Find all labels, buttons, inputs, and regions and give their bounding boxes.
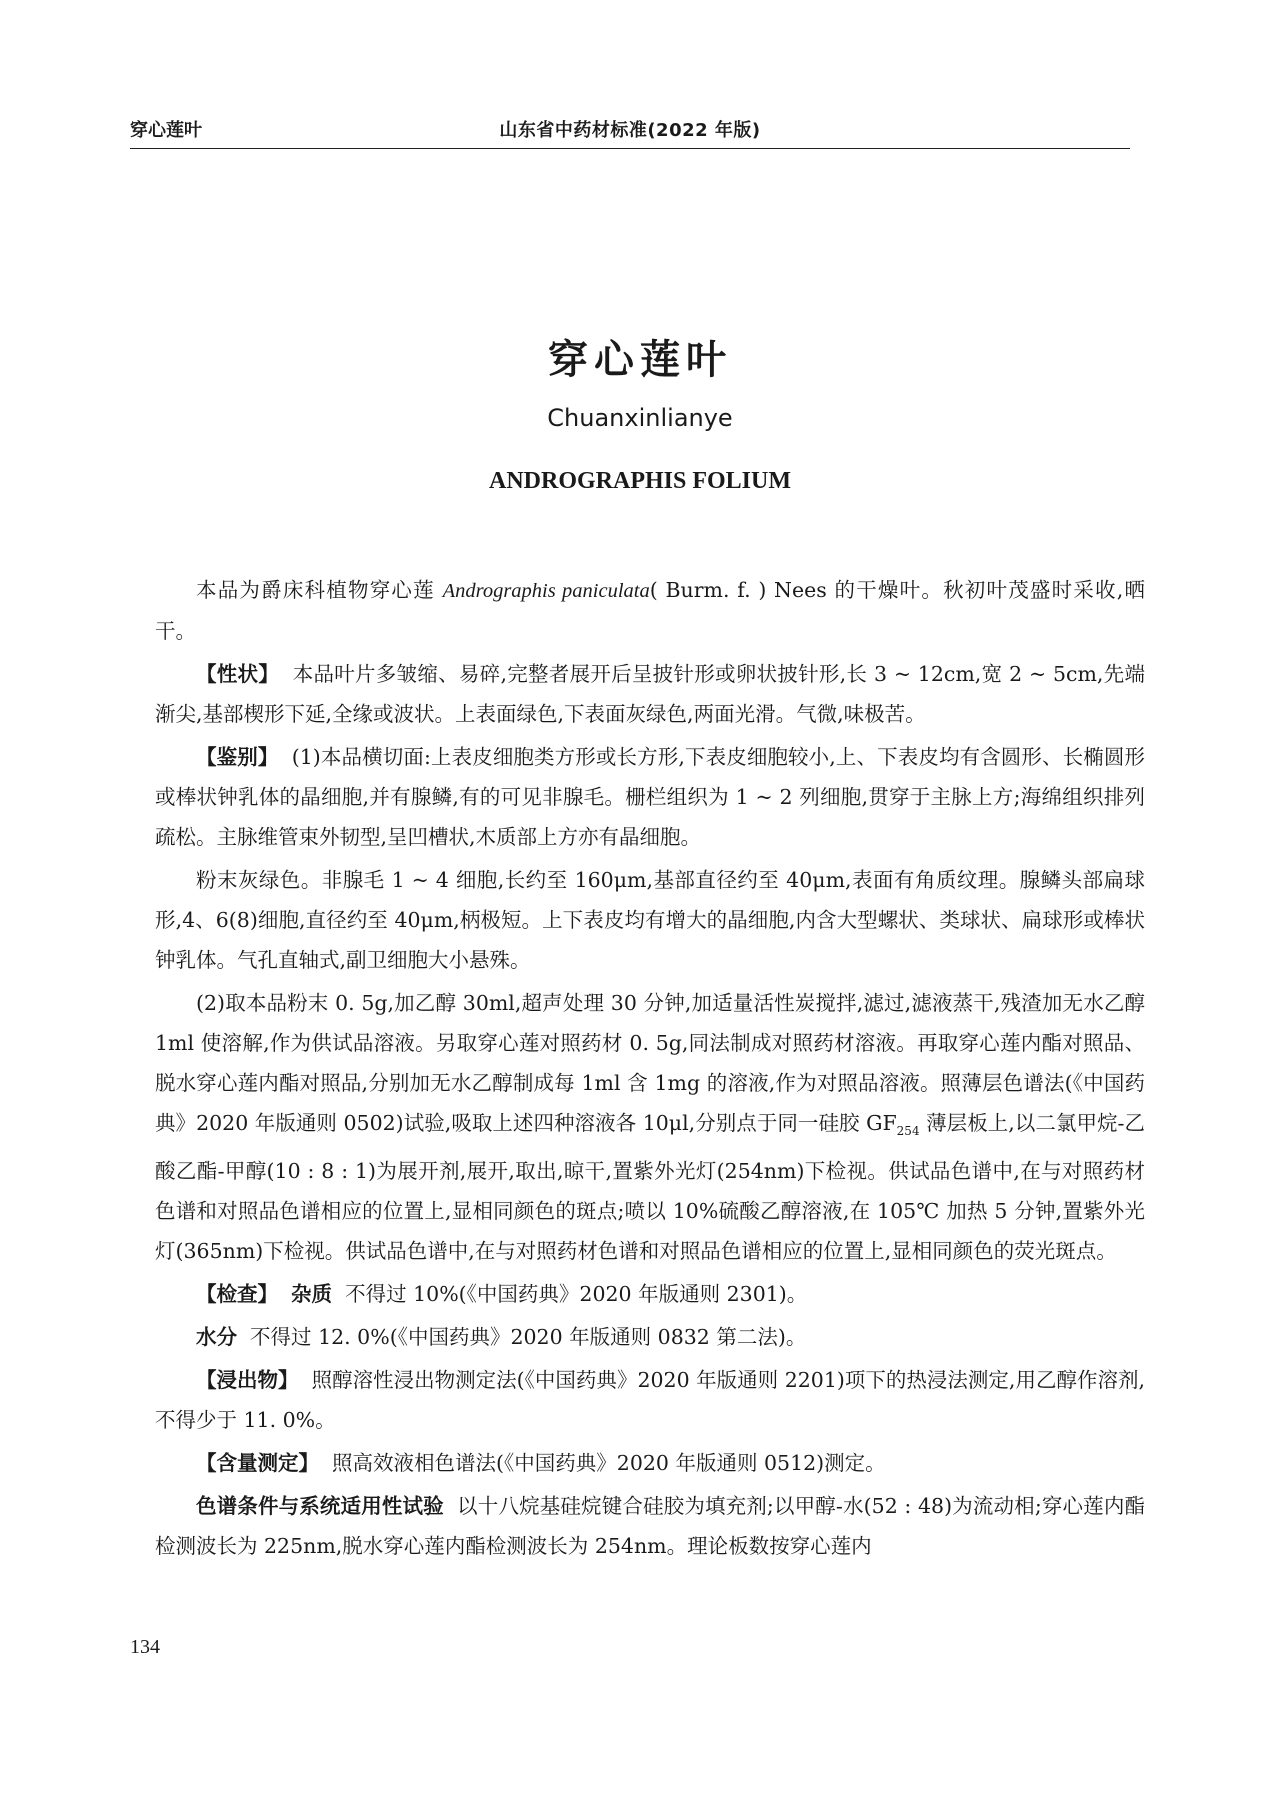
examination-paragraph [155, 1274, 1145, 1314]
source-post: ( Burm. f. ) Nees 的干燥叶。秋初叶茂盛时采收,晒干。 [155, 578, 1145, 643]
examination-heading: 【检查】 [196, 1282, 278, 1307]
extract-paragraph [155, 1360, 1145, 1440]
assay-paragraph [155, 1443, 1145, 1483]
water-label: 水分 [196, 1325, 237, 1350]
water-text: 不得过 12. 0%(《中国药典》2020 年版通则 0832 第二法)。 [250, 1325, 807, 1350]
identification-paragraph-2 [155, 860, 1145, 980]
characters-text: 本品叶片多皱缩、易碎,完整者展开后呈披针形或卵状披针形,长 3 ~ 12cm,宽 2 ~ 5cm,先端渐尖,基部楔形下延,全缘或波状。上表面绿色,下表面灰绿色,两面光滑。气微,味极苦。 [155, 662, 1145, 726]
characters-heading: 【性状】 [196, 662, 280, 686]
species-name: Andrographis paniculata [442, 580, 650, 602]
characters-paragraph [155, 654, 1145, 734]
monograph-body [155, 570, 1145, 1569]
source-paragraph [155, 570, 1145, 651]
assay-text: 照高效液相色谱法(《中国药典》2020 年版通则 0512)测定。 [332, 1451, 886, 1476]
identification-text-3a: (2)取本品粉末 0. 5g,加乙醇 30ml,超声处理 30 分钟,加适量活性炭搅拌,滤过,滤液蒸干,残渣加无水乙醇 1ml 使溶解,作为供试品溶液。另取穿心莲对照药材 0. 5g,同法制成对照药材溶液。再取穿心莲内酯对照品、脱水穿心莲内酯对照品,分别加无水乙醇制成每 1ml 含 1mg 的溶液,作为对照品溶液。照薄层色谱法(《中国药典》2020 年版通则 0502)试验,吸取上述四种溶液各 10μl,分别点于同一硅胶 GF [155, 991, 1145, 1135]
extract-heading: 【浸出物】 [196, 1368, 299, 1393]
header-section-title: 穿心莲叶 [130, 120, 202, 141]
identification-text-1: (1)本品横切面:上表皮细胞类方形或长方形,下表皮细胞较小,上、下表皮均有含圆形、长椭圆形或棒状钟乳体的晶细胞,并有腺鳞,有的可见非腺毛。栅栏组织为 1 ~ 2 列细胞,贯穿于主脉上方;海绵组织排列疏松。主脉维管束外韧型,呈凹槽状,木质部上方亦有晶细胞。 [155, 745, 1145, 849]
impurity-text: 不得过 10%(《中国药典》2020 年版通则 2301)。 [345, 1282, 808, 1307]
header-book-title: 山东省中药材标准(2022 年版) [499, 120, 761, 141]
title-pinyin: Chuanxinlianye [547, 404, 733, 432]
chromatography-paragraph [155, 1486, 1145, 1566]
identification-heading: 【鉴别】 [196, 745, 279, 769]
chromatography-label: 色谱条件与系统适用性试验 [196, 1494, 444, 1519]
running-header [130, 108, 1130, 149]
water-paragraph [155, 1317, 1145, 1357]
extract-text: 照醇溶性浸出物测定法(《中国药典》2020 年版通则 2201)项下的热浸法测定,用乙醇作溶剂,不得少于 11. 0%。 [155, 1368, 1145, 1433]
impurity-label: 杂质 [291, 1282, 333, 1307]
identification-text-2: 粉末灰绿色。非腺毛 1 ~ 4 细胞,长约至 160μm,基部直径约至 40μm,表面有角质纹理。腺鳞头部扁球形,4、6(8)细胞,直径约至 40μm,柄极短。上下表皮均有增大的晶细胞,内含大型螺状、类球状、扁球形或棒状钟乳体。气孔直轴式,副卫细胞大小悬殊。 [155, 868, 1145, 972]
chromatography-text: 以十八烷基硅烷键合硅胶为填充剂;以甲醇-水(52 : 48)为流动相;穿心莲内酯检测波长为 225nm,脱水穿心莲内酯检测波长为 254nm。理论板数按穿心莲内 [155, 1494, 1145, 1559]
source-pre: 本品为爵床科植物穿心莲 [196, 578, 435, 602]
title-latin: ANDROGRAPHIS FOLIUM [488, 468, 791, 494]
identification-paragraph-3 [155, 983, 1145, 1271]
identification-subscript: 254 [896, 1124, 920, 1139]
page-number: 134 [130, 1636, 160, 1658]
identification-paragraph-1 [155, 737, 1145, 857]
page-title: 穿心莲叶 [548, 337, 732, 383]
assay-heading: 【含量测定】 [196, 1451, 319, 1476]
identification-text-3b: 薄层板上,以二氯甲烷-乙酸乙酯-甲醇(10 : 8 : 1)为展开剂,展开,取出,晾干,置紫外光灯(254nm)下检视。供试品色谱中,在与对照药材色谱和对照品色谱相应的位置上,显相同颜色的斑点;喷以 10%硫酸乙醇溶液,在 105℃ 加热 5 分钟,置紫外光灯(365nm)下检视。供试品色谱中,在与对照药材色谱和对照品色谱相应的位置上,显相同颜色的荧光斑点。 [155, 1111, 1145, 1264]
